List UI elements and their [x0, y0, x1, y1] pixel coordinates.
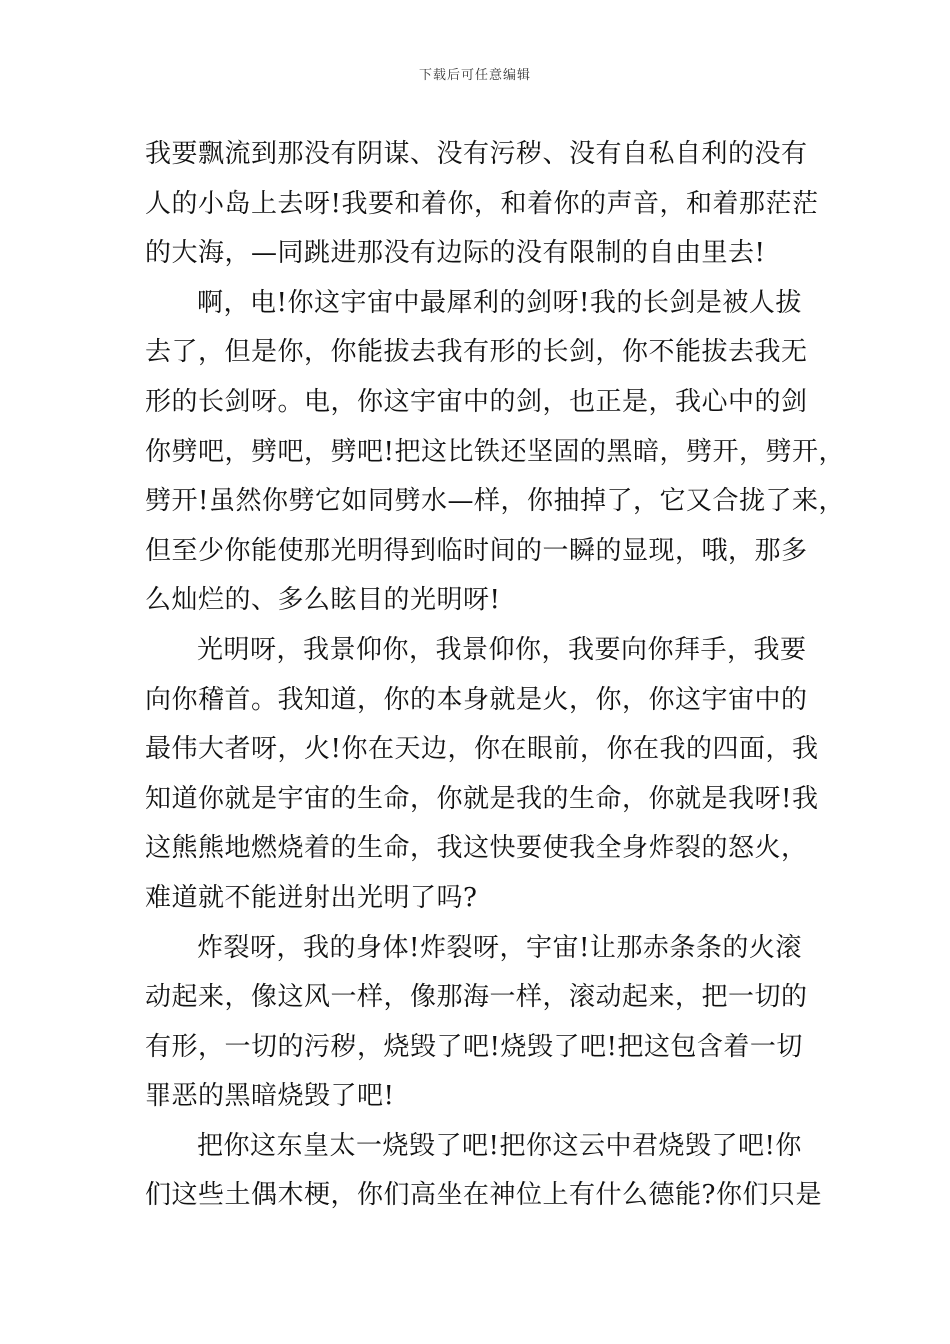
text-line: 动起来，像这风一样，像那海一样，滚动起来，把一切的	[145, 982, 808, 1013]
text-line: 但至少你能使那光明得到临时间的一瞬的显现，哦，那多	[145, 535, 808, 566]
text-line: 去了，但是你，你能拔去我有形的长剑，你不能拔去我无	[145, 337, 808, 368]
paragraph-first-line: 啊，电!你这宇宙中最犀利的剑呀!我的长剑是被人拔	[197, 287, 802, 318]
text-line: 最伟大者呀，火!你在天边，你在眼前，你在我的四面，我	[145, 734, 819, 765]
text-line: 知道你就是宇宙的生命，你就是我的生命，你就是我呀!我	[145, 783, 819, 814]
text-line: 么灿烂的、多么眩目的光明呀!	[145, 585, 501, 616]
text-line: 你劈吧，劈吧，劈吧!把这比铁还坚固的黑暗，劈开，劈开，	[145, 436, 845, 467]
text-line: 们这些土偶木梗，你们高坐在神位上有什么德能?你们只是	[145, 1180, 822, 1211]
text-line: 劈开!虽然你劈它如同劈水—样，你抽掉了，它又合拢了来，	[145, 486, 845, 517]
text-line: 罪恶的黑暗烧毁了吧!	[145, 1081, 395, 1112]
text-line: 人的小岛上去呀!我要和着你，和着你的声音，和着那茫茫	[145, 188, 819, 219]
text-line: 向你稽首。我知道，你的本身就是火，你，你这宇宙中的	[145, 684, 808, 715]
text-line: 有形，一切的污秽，烧毁了吧!烧毁了吧!把这包含着一切	[145, 1031, 803, 1062]
document-body	[145, 130, 845, 1221]
page-header: 下载后可任意编辑	[418, 68, 531, 83]
text-line: 我要飘流到那没有阴谋、没有污秽、没有自私自利的没有	[145, 139, 808, 169]
paragraph-first-line: 光明呀，我景仰你，我景仰你，我要向你拜手，我要	[197, 634, 807, 665]
text-line: 形的长剑呀。电，你这宇宙中的剑，也正是，我心中的剑	[145, 386, 808, 417]
text-line: 的大海，—同跳进那没有边际的没有限制的自由里去!	[145, 238, 766, 269]
text-line: 难道就不能迸射出光明了吗?	[145, 882, 478, 913]
paragraph-first-line: 炸裂呀，我的身体!炸裂呀，宇宙!让那赤条条的火滚	[197, 932, 802, 963]
paragraph-first-line: 把你这东皇太一烧毁了吧!把你这云中君烧毁了吧!你	[197, 1130, 802, 1161]
text-line: 这熊熊地燃烧着的生命，我这快要使我全身炸裂的怒火，	[145, 833, 808, 864]
